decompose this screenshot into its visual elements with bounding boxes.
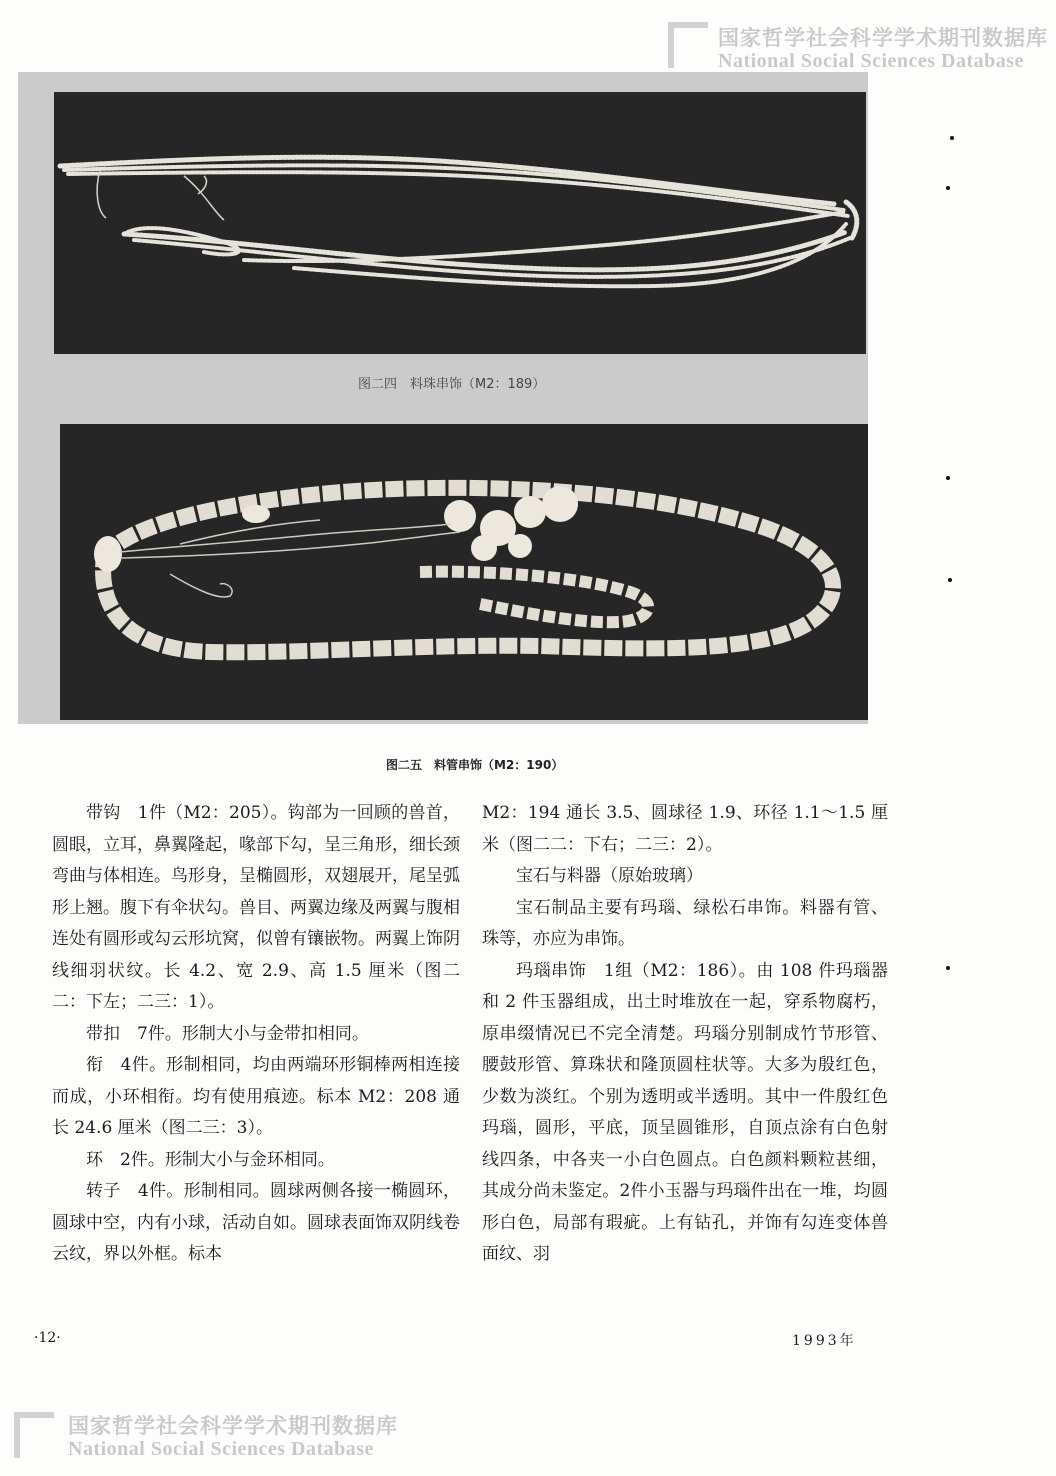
scan-speck xyxy=(948,578,952,582)
scan-speck xyxy=(946,186,950,190)
text-column-left xyxy=(52,798,460,1271)
bead-strands-image xyxy=(54,92,866,354)
watermark-top xyxy=(668,18,1048,78)
section-heading-gems-glass: 宝石与料器（原始玻璃） xyxy=(516,866,703,886)
watermark-logo-icon xyxy=(14,1412,54,1458)
paragraph-gems-intro: 宝石制品主要有玛瑙、绿松石串饰。料器有管、珠等，亦应为串饰。 xyxy=(482,897,888,949)
paragraph-belt-hook: 带钩 1件（M2：205）。钩部为一回顾的兽首，圆眼，立耳，鼻翼隆起，喙部下勾，呈三角形，细长颈弯曲与体相连。鸟形身，呈椭圆形，双翅展开，尾呈弧形上翘。腹下有伞状勾。兽目、两翼边缘及两翼与腹相连处有圆形或勾云形坑窝，似曾有镶嵌物。两翼上饰阴线细羽状纹。长 4.2、宽 2.9、高 1.5 厘米（图二二：下左；二三：1）。 xyxy=(52,803,460,1012)
watermark-en: National Social Sciences Database xyxy=(68,1438,374,1460)
figure-24-caption: 图二四 料珠串饰（M2：189） xyxy=(358,377,546,392)
scan-speck xyxy=(946,476,950,480)
scan-speck xyxy=(946,966,950,970)
paragraph-agate-necklace: 玛瑙串饰 1组（M2：186）。由 108 件玛瑙器和 2 件玉器组成，出土时堆放在一起，穿系物腐朽，原串缀情况已不完全清楚。玛瑙分别制成竹节形管、腰鼓形管、算珠状和隆顶圆柱状等。大多为殷红色，少数为淡红。个别为透明或半透明。其中一件殷红色玛瑙，圆形，平底，顶呈圆锥形，自顶点涂有白色射线四条，中各夹一小白色圆点。白色颜料颗粒甚细，其成分尚未鉴定。2件小玉器与玛瑙件出在一堆，均圆形白色，局部有瑕疵。上有钻孔，并饰有勾连变体兽面纹、羽 xyxy=(482,960,888,1264)
paragraph-ring: 环 2件。形制大小与金环相同。 xyxy=(86,1149,335,1170)
watermark-cn: 国家哲学社会科学学术期刊数据库 xyxy=(718,26,1048,50)
figure-25-photo xyxy=(60,424,868,720)
watermark-en: National Social Sciences Database xyxy=(718,50,1024,72)
paragraph-bit: 衔 4件。形制相同，均由两端环形铜棒两相连接而成，小环相衔。均有使用痕迹。标本 M2：208 通长 24.6 厘米（图二三：3）。 xyxy=(52,1055,460,1138)
watermark-bottom xyxy=(14,1408,414,1468)
watermark-logo-icon xyxy=(668,22,708,68)
watermark-cn: 国家哲学社会科学学术期刊数据库 xyxy=(68,1414,398,1438)
paragraph-belt-buckle: 带扣 7件。形制大小与金带扣相同。 xyxy=(86,1023,369,1044)
tube-beads-image xyxy=(60,424,868,720)
figure-25-caption: 图二五 料管串饰（M2：190） xyxy=(386,758,564,772)
figure-24-photo xyxy=(54,92,866,354)
page-number: ·12· xyxy=(34,1330,61,1346)
paragraph-swivel-cont: M2：194 通长 3.5、圆球径 1.9、环径 1.1～1.5 厘米（图二二：下右；二三：2）。 xyxy=(482,803,888,855)
scan-speck xyxy=(950,136,954,140)
journal-year: 1993年 xyxy=(792,1333,857,1349)
paragraph-swivel: 转子 4件。形制相同。圆球两侧各接一椭圆环，圆球中空，内有小球，活动自如。圆球表面饰双阴线卷云纹，界以外框。标本 xyxy=(52,1181,460,1264)
text-column-right xyxy=(482,798,888,1271)
